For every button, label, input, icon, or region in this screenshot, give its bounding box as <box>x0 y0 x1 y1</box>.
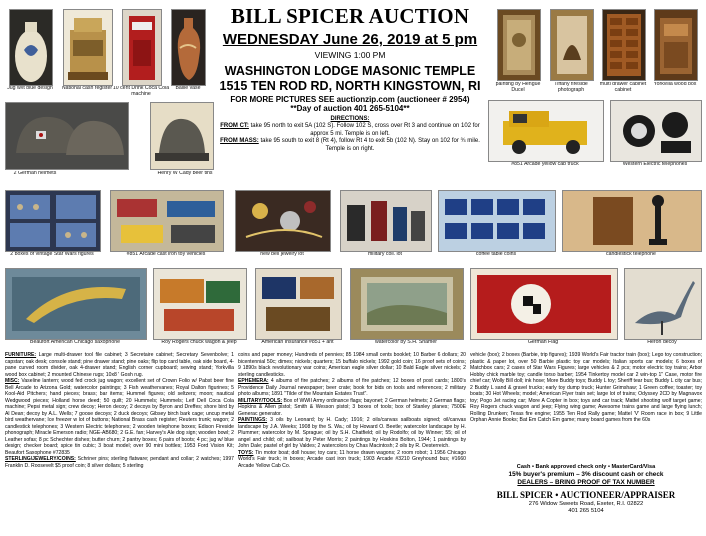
auction-title: BILL SPICER AUCTION <box>230 4 470 28</box>
caption-truck: #851 Arcade yellow cab truck <box>511 162 579 167</box>
day-of-phone: **Day of auction 401 265-5104** <box>290 104 410 113</box>
coins-image <box>439 191 555 251</box>
buyers-premium: 15% buyer's premium – 3% discount cash or check <box>508 471 664 478</box>
toys-continued-paragraph <box>470 352 702 424</box>
photo-star-wars <box>5 190 101 252</box>
photo-jewelry <box>235 190 331 252</box>
caption-coins: coffee table coins <box>475 252 517 257</box>
body-column-1 <box>5 352 234 532</box>
ant-image <box>256 269 341 339</box>
auctioneer-signature: BILL SPICER • AUCTIONEER/APPRAISER <box>496 490 676 500</box>
from-mass-label: FROM MASS: <box>220 138 259 145</box>
wood-box-image <box>655 10 697 80</box>
caption-phones: Western Electric telephones <box>622 162 688 167</box>
painting-image <box>498 10 540 80</box>
furniture-label: FURNITURE: <box>5 352 37 358</box>
toys-paragraph <box>238 450 466 470</box>
viewing-time: VIEWING 1:00 PM <box>314 50 386 60</box>
ephemera-label: EPHEMERA: <box>238 378 269 384</box>
jug-image <box>10 10 52 85</box>
photo-cash-register <box>63 9 113 86</box>
caption-saxophone: Beaufort American Chicago saxophone <box>30 340 120 345</box>
photo-beer-tins <box>150 102 214 170</box>
furniture-paragraph <box>5 352 234 378</box>
caption-star-wars: 2 boxes of vintage Star Wars figures <box>10 252 94 257</box>
from-ct-text: take 95 north to exit 5A (102 S). Follow 102 S, cross over Rt 3 and continue on 102 for approx 5 mi. Temple is on left. <box>250 123 480 137</box>
paintings-paragraph <box>238 417 466 450</box>
caption-german-flag: German Flag <box>527 340 559 345</box>
photo-watercolor <box>350 268 464 340</box>
photo-german-flag <box>470 268 618 340</box>
caption-military-lot: military coll. lot <box>367 252 402 257</box>
caption-beer-tins: Henry W Cady beer tins <box>157 171 213 176</box>
vase-image <box>172 10 205 85</box>
venue-address: 1515 TEN ROD RD, NORTH KINGSTOWN, RI <box>219 79 481 93</box>
phones-image <box>611 101 701 161</box>
caption-heron-decoy: Heron decoy <box>647 340 677 345</box>
beer-tins-image <box>151 103 213 169</box>
toys-text: Tin motor boat; doll house; toy cars; 11 horse drawn wagons; 2 room robot; 1 1956 Chicago World's Fair truck; in boxes; Arcade cast iron truck; 1903 Arcade #3210 Greyhound bus; #1660 Arcade Yellow Cab Co. <box>238 449 466 469</box>
photo-roy-rogers <box>153 268 247 340</box>
toy-vehicles-image <box>111 191 223 251</box>
coke-image <box>123 10 161 85</box>
from-mass-text: take 95 south to exit 8 (Rt 4), follow Rt 4 to exit 5b (102 N). Stay on 102 for ¾ mile. Temple is on right. <box>260 138 480 152</box>
caption-helmets: 2 German helmets <box>13 171 57 176</box>
body-column-2 <box>238 352 466 532</box>
military-paragraph <box>238 398 466 418</box>
body-column-3 <box>470 352 702 462</box>
caption-watercolor: watercolor by S.H. Shamer <box>375 340 437 345</box>
photo-tiffany <box>550 9 594 81</box>
directions-heading: DIRECTIONS: <box>330 116 370 122</box>
caption-register: National cash register <box>61 86 113 91</box>
auction-date-text: WEDNESDAY June 26, 2019 at 5 pm <box>222 31 478 48</box>
caption-roy-rogers: Roy Rogers chuck wagon & jeep <box>161 340 237 345</box>
paintings-text: 3 oils by Leonard; by H. Cady; 1916; 2 oils/canvas sailboats signed; oil/canvas landscape by J.A. Weeks; 1908 by the S. Wa.; oil by Howard O. Beetle; watercolor landscape by H. Plummer; watercolor by M. Sprague; oil by S.H. Chatfield; oil by Rodolfo; oil by Winner; 55; oil of angel and child; oil; sailboat by Peter Morris; 2 paintings by Hoskins Bolton, 1944; 1 paintings by John Dale; pastel of girl by Valdes; 2 watercolors by Chas Macintosh; 2 oils by R. Oesterreich. <box>238 417 466 449</box>
photo-cabinet <box>602 9 646 81</box>
coins-text: coins and paper money; Hundreds of pennies; 85 1984 small cents booklet; 10 Barber 6 dollars; 20 bicentennial 50c; dimes; nickels; quarters; 15 buffalo nickels; 1992 gold coin; 16 proof sets of coins; 9 1890s black revolutionary war coins; American eagle silver dollar; 10 Bald Eagle silver nickels; 2 sterling candlesticks. <box>238 352 466 378</box>
photo-saxophone <box>5 268 147 340</box>
directions-from-ct <box>213 123 487 138</box>
caption-coke: 10 cent Drink Coca Cola machine <box>112 86 170 97</box>
photo-stoneware-jug <box>9 9 53 86</box>
misc-paragraph <box>5 378 234 456</box>
dealers-note: DEALERS – BRING PROOF OF TAX NUMBER <box>517 479 655 486</box>
military-label: MILITARY/TOOLS: <box>238 397 283 404</box>
auctioneer-street: 276 Widow Sweets Road, Exeter, R.I. 02822 <box>528 501 644 507</box>
caption-american-insurance: American Insurance #851 + ant <box>261 340 334 345</box>
coins-paragraph <box>238 352 466 378</box>
photo-german-helmets <box>5 102 129 170</box>
photo-american-insurance <box>255 268 342 340</box>
caption-toy-vehicles: #851 Arcade cast iron toy vehicles <box>126 252 206 257</box>
from-ct-label: FROM CT: <box>220 123 249 130</box>
military-text: Box of WWII Army ordinance flags; bayonet; 2 German helmets; 2 German flags; Hopkins & Allen pistol; Smith & Wesson pistol; 3 boxes of tools; box of Stanley planes; 7500E Generac generator. <box>238 397 466 417</box>
sterling-paragraph <box>5 456 234 469</box>
military-image <box>341 191 431 251</box>
photo-vase <box>171 9 206 86</box>
caption-cabinet: multi drawer cabinet cabinet <box>599 82 647 93</box>
photo-arcade-truck <box>488 100 604 162</box>
caption-wood-box: Yorkvilla wood box <box>653 82 697 87</box>
furniture-text: Large multi-drawer tool file cabinet; 3 Secretaire cabinet; Secretary Sevenbolve; 1 capstan; oak desk; console stand; pine drawer stand; pine oaks; flip top card table, oak side board, 4-pane curved room divider, oak 4-drawer stand; English corner cupboard; sewing stand; Yorkvilla wood box cabinet; 2 mounted Chinese rugs; 10x8 ' Gosh rug. <box>5 352 234 378</box>
decoy-image <box>625 269 701 339</box>
caption-tiffany: Tiffany fireside photograph <box>554 82 588 93</box>
more-pictures <box>212 95 488 113</box>
caption-jug: Jug w/it blue design <box>7 86 53 91</box>
payment-terms: Cash • Bank approved check only • MasterCard/Visa <box>516 464 656 470</box>
starwars-image <box>6 191 100 251</box>
candlestick-image <box>563 191 701 251</box>
paintings-label: PAINTINGS: <box>238 417 268 423</box>
ephemera-paragraph <box>238 378 466 398</box>
caption-painting: painting by Hengue Ducel <box>495 82 541 93</box>
more-pictures-link[interactable]: FOR MORE PICTURES SEE auctionzip.com (auctioneer # 2954) <box>230 95 470 104</box>
caption-jewelry: new bell jewelry lot <box>260 252 304 257</box>
tiffany-image <box>551 10 593 80</box>
jewelry-image <box>236 191 330 251</box>
photo-toy-vehicles <box>110 190 224 252</box>
flag-image <box>471 269 617 339</box>
toys-label: TOYS: <box>238 449 254 456</box>
photo-heron-decoy <box>624 268 702 340</box>
sterling-text: Schriner pins; sterling flatware; pendant and collar; 2 watches; 1997 Franklin D. Roosevelt $5 proof coin; 8 silver dollars; 5 sterling <box>5 456 234 469</box>
cabinet-image <box>603 10 645 80</box>
ephemera-text: 4 albums of fire patches; 2 albums of fire patches; 12 boxes of post cards; 1800's Providence Daily Journal newspaper; beer crate; book for bids on tools and references; 2 military photo albums; 1891 "Tilde of the Mountain Estates Trust". <box>238 378 466 397</box>
photo-coins <box>438 190 556 252</box>
photo-coke-machine <box>122 9 162 86</box>
misc-label: MISC: <box>5 378 20 384</box>
venue-name: WASHINGTON LODGE MASONIC TEMPLE <box>224 64 476 78</box>
auctioneer-phone: 401 265 5104 <box>568 508 604 514</box>
terms-block <box>470 464 702 515</box>
photo-painting <box>497 9 541 81</box>
roy-image <box>154 269 246 339</box>
directions <box>213 116 487 153</box>
sterling-label: STERLING/JEWELRY/COINS: <box>5 456 76 462</box>
watercolor-image <box>351 269 463 339</box>
truck-image <box>489 101 603 161</box>
directions-from-mass <box>213 138 487 153</box>
helmets-image <box>6 103 128 169</box>
auction-date <box>215 31 485 48</box>
register-image <box>64 10 112 85</box>
toys-continued-text: vehicle (box); 2 boxes (Barbie, trip figures); 1939 World's Fair tractor train (box); Lego toy construction; plastic & paper lot, over 50 Barbie plastic toy car models; Italian sports car models; 6 boxes of Matchbox cars; 2 cases of Star Wars Figures; large vehicles & 2 pcs; motor electric toy trains; Arbor Hobby chick marble toy; candle torso barber; 1954 Tinkertoy model car 2 win-top 1" Case, motor fire chief car; Wolly Bill doll; ink hose; More Buddy toys; Buddy L toy; Sheriff tear bus; Buddy L city car bus; 2 Buddy L sand & gravel trucks; early toy dump truck; Hunter Grimshaw; 1 Green coffee; toaster; toy boats; 30 Hot Wheels; model; American Flyer train set; large lot of trains; Odyssey 2CD by Magnavox toy; Pogo Jet racing car; More A Copter in box; toys and car track; Mattel shooting wolf target game; Roy Rogers chuck wagon and jeep; Flying wing game; Awesome trains game and large flying lunch; Rolling Drunken; Texas fire engine; 1955 Ten Rod Rally game; Mattel 'V' Room race in box; 9 Little Orphan Annie Books; Bat Em Catch Em game; many board games from the 60s <box>470 352 702 423</box>
misc-text: Vaseline lantern; wood fed crock jug wagon; excellent set of Crown Folio w/ Pabst beer fine Bell Arcade to Arizona Gold; watercolor paintings; 3 Fish weathervanes; Royal Dalton figurines; 5 Kool-Aid Pitchers; hand pieces; brass; bar items; Hummel figures; old seltzers; moon; nautical Wedgwood pieces; Holland horse deed; 50 quilt; 20 Hummels; Hummels; Leif Dell Coca Cola machine; Pepsi metal sign; crew decoy; Heron decoy; 2 decoys by Byron and Dreffes; shore bird by Al Dean; decoy by A.L. Wells; 7 goose decoys; 2 duck decoys; Gibsey birch bark cage; uncup metal bird weathervane; Ice freezer w lot of buttons; National Brass cash register; Reuters trunk; wagon; 2 candlestick telephones; 3 Western Electric telephones; 2 wooden telephone boxes; Edison Fireside phonograph; Miracle Emerson radio; NGE-AB680; 2 G.E. fan; Harvey's Ale dog sign; wooden bowl; 2 Leather sofas; 8 pc Schechter dishes; butter churn; 2 pantry boxes; 6 pairs of boots; 4 pc; jug w/ blue design; checker board; spice tin cubic; 3 boat model; over 90 mini bottles; 1953 Ford Vision Kit; Beaufort Saxophone #72835 <box>5 378 234 456</box>
caption-vase: Baille vase <box>175 86 201 91</box>
photo-western-electric <box>610 100 702 162</box>
caption-candlestick: candlestick telephone <box>606 252 656 257</box>
photo-military-lot <box>340 190 432 252</box>
photo-candlestick <box>562 190 702 252</box>
sax-image <box>6 269 146 339</box>
photo-wood-box <box>654 9 698 81</box>
